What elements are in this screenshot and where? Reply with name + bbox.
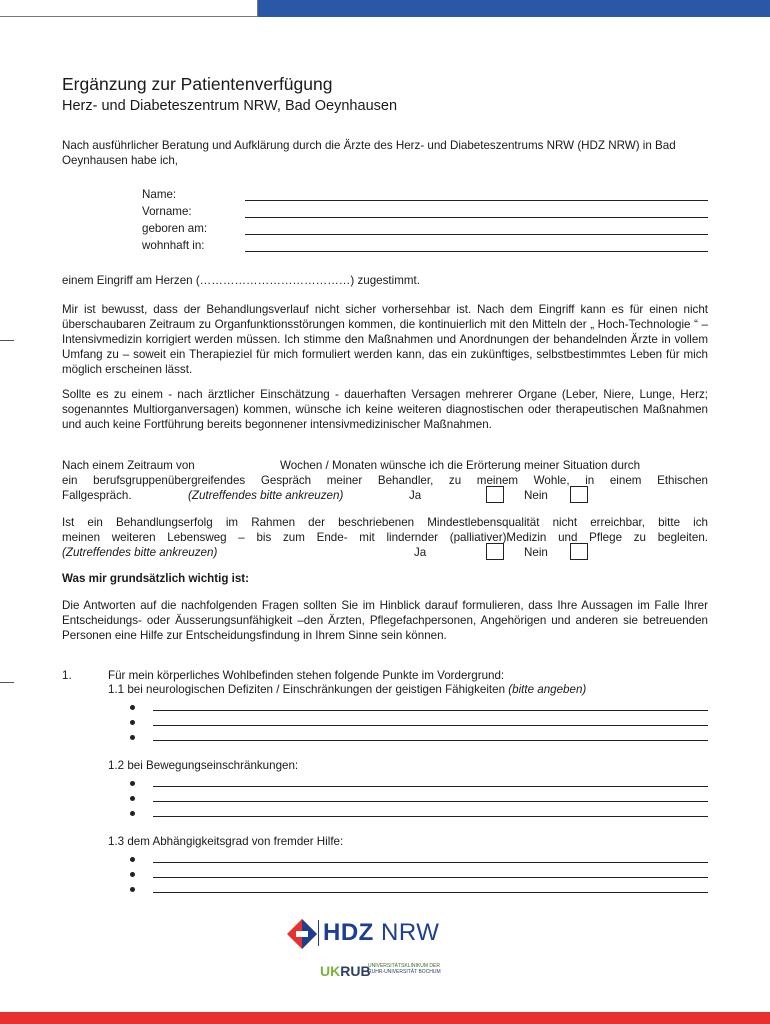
logo-divider	[318, 920, 319, 946]
hdz-wordmark	[323, 919, 439, 947]
wohnhaft-input-line[interactable]	[245, 251, 708, 252]
sub3-entry-line[interactable]	[153, 892, 708, 893]
erfolg-line3	[62, 545, 708, 560]
geboren-field[interactable]	[142, 222, 708, 239]
ukrub-wordmark	[320, 963, 371, 979]
zeitraum-text-a: Nach einem Zeitraum von	[62, 459, 195, 472]
erfolg-ja-checkbox[interactable]	[486, 543, 504, 560]
zeitraum-text-b: Wochen / Monaten wünsche ich die Erörterung meiner Situation durch	[280, 459, 641, 472]
intro-paragraph: Nach ausführlicher Beratung und Aufklärung durch die Ärzte des Herz- und Diabeteszentrums NRW (HDZ NRW) in Bad Oeynhausen habe ich,	[62, 139, 676, 167]
zeitraum-nein-checkbox[interactable]	[570, 486, 588, 503]
zeitraum-ja-label: Ja	[409, 489, 422, 502]
bullet-icon	[130, 705, 135, 710]
top-brand-bar	[258, 0, 770, 17]
sub3-entry[interactable]	[130, 853, 708, 867]
name-field[interactable]	[142, 188, 708, 205]
document-title: Ergänzung zur Patientenverfügung	[62, 74, 333, 94]
geboren-label: geboren am:	[142, 222, 208, 235]
sub1-entry[interactable]	[130, 731, 708, 745]
wohnhaft-label: wohnhaft in:	[142, 239, 205, 252]
section1-heading: Für mein körperliches Wohlbefinden stehen folgende Punkte im Vordergrund:	[108, 669, 505, 682]
section1-sub1	[108, 683, 586, 696]
rub-subtitle	[368, 963, 441, 975]
sub2-entry[interactable]	[130, 792, 708, 806]
erfolg-ja-label: Ja	[414, 546, 427, 559]
erfolg-line2: meinen weiteren Lebensweg – bis zum Ende- mit lindernder (palliativer)Medizin und Pflege zu begleiten.	[62, 531, 708, 544]
sub1-hint: (bitte angeben)	[508, 683, 587, 696]
zeitraum-fallgespraech: Fallgespräch.	[62, 489, 132, 502]
fold-mark	[0, 682, 14, 683]
name-input-line[interactable]	[245, 200, 708, 201]
sub3-entry[interactable]	[130, 883, 708, 897]
bullet-icon	[130, 857, 135, 862]
sub2-entry-line[interactable]	[153, 786, 708, 787]
bullet-icon	[130, 872, 135, 877]
wichtig-heading: Was mir grundsätzlich wichtig ist:	[62, 572, 250, 585]
geboren-input-line[interactable]	[245, 234, 708, 235]
sub1-entry[interactable]	[130, 716, 708, 730]
sub1-entry-line[interactable]	[153, 740, 708, 741]
sub2-entry[interactable]	[130, 807, 708, 821]
hdz-nrw-logo	[287, 916, 457, 1000]
bullet-icon	[130, 887, 135, 892]
sub2-entry-line[interactable]	[153, 816, 708, 817]
vorname-label: Vorname:	[142, 205, 192, 218]
vorname-field[interactable]	[142, 205, 708, 222]
zeitraum-hint: (Zutreffendes bitte ankreuzen)	[188, 489, 344, 502]
hdz-text: HDZ	[323, 919, 374, 946]
erfolg-nein-label: Nein	[524, 546, 548, 559]
erfolg-hint: (Zutreffendes bitte ankreuzen)	[62, 546, 218, 559]
bullet-icon	[130, 781, 135, 786]
zeitraum-line1	[62, 458, 708, 473]
erfolg-nein-checkbox[interactable]	[570, 543, 588, 560]
verlauf-paragraph: Mir ist bewusst, dass der Behandlungsverlauf nicht sicher vorhersehbar ist. Nach dem Eingriff kann es für einen nicht überschaubaren Zeitraum zu Organfunktionsstörungen kommen, die kontinuierlich mit den Mitteln der „ Hoch-Technologie “ –Intensivmedizin korrigiert werden müssen. Ich stimme den Maßnahmen und Anordnungen der behandelnden Ärzte in vollem Umfang zu – soweit ein Therapieziel für mich formuliert werden kann, das ein zukünftiges, selbstbestimmtes Leben für mich möglich erscheinen lässt.	[62, 303, 708, 376]
zeitraum-nein-label: Nein	[524, 489, 548, 502]
versagen-paragraph: Sollte es zu einem - nach ärztlicher Einschätzung - dauerhaften Versagen mehrerer Organe (Leber, Niere, Lunge, Herz; sogenanntes Multiorganversagen) kommen, wünsche ich keine weiteren diagnostischen oder therapeutischen Maßnahmen und auch keine Fortführung bereits begonnener intensivmedizinischer Maßnahmen.	[62, 388, 708, 431]
sub3-entry-line[interactable]	[153, 877, 708, 878]
wohnhaft-field[interactable]	[142, 239, 708, 256]
zeitraum-line3	[62, 488, 708, 503]
rub-text: RUB	[340, 963, 371, 979]
name-label: Name:	[142, 188, 177, 201]
top-border-left	[0, 0, 258, 17]
erfolg-line1: Ist ein Behandlungserfolg im Rahmen der beschriebenen Mindestlebensqualität nicht erreichbar, bitte ich	[62, 516, 708, 529]
document-subtitle: Herz- und Diabeteszentrum NRW, Bad Oeynhausen	[62, 98, 398, 114]
eingriff-statement: einem Eingriff am Herzen (…………………………………) zugestimmt.	[62, 274, 420, 287]
bullet-icon	[130, 735, 135, 740]
hdz-heart-icon	[287, 919, 317, 949]
sub3-entry[interactable]	[130, 868, 708, 882]
sub3-entry-line[interactable]	[153, 862, 708, 863]
sub1-entry[interactable]	[130, 701, 708, 715]
bullet-icon	[130, 811, 135, 816]
sub1-entry-line[interactable]	[153, 710, 708, 711]
vorname-input-line[interactable]	[245, 217, 708, 218]
rub-sub1: UNIVERSITÄTSKLINIKUM DER	[368, 963, 440, 969]
sub1-label: 1.1 bei neurologischen Defiziten / Einschränkungen der geistigen Fähigkeiten	[108, 683, 506, 696]
sub2-entry-line[interactable]	[153, 801, 708, 802]
bullet-icon	[130, 796, 135, 801]
sub1-entry-line[interactable]	[153, 725, 708, 726]
zeitraum-line2: ein berufsgruppenübergreifendes Gespräch meiner Behandler, zu meinem Wohle, in einem Ethischen	[62, 474, 708, 487]
bullet-icon	[130, 720, 135, 725]
nrw-text: NRW	[381, 919, 440, 946]
fold-mark	[0, 340, 14, 341]
sub2-entry[interactable]	[130, 777, 708, 791]
bottom-brand-bar	[0, 1012, 770, 1024]
rub-sub2: RUHR-UNIVERSITÄT BOCHUM	[368, 969, 441, 975]
antworten-paragraph: Die Antworten auf die nachfolgenden Fragen sollten Sie im Hinblick darauf formulieren, dass Ihre Aussagen im Falle Ihrer Entscheidungs- oder Äusserungsunfähigkeit –den Ärzten, Pflegefachpersonen, Angehörigen und anderen sie betreuenden Personen eine Hilfe zur Entscheidungsfindung in Ihrem Sinne sein können.	[62, 599, 708, 642]
section1-sub3: 1.3 dem Abhängigkeitsgrad von fremder Hilfe:	[108, 835, 344, 848]
uk-text: UK	[320, 963, 341, 979]
zeitraum-ja-checkbox[interactable]	[486, 486, 504, 503]
section1-sub2: 1.2 bei Bewegungseinschränkungen:	[108, 759, 299, 772]
section1-number: 1.	[62, 669, 72, 682]
